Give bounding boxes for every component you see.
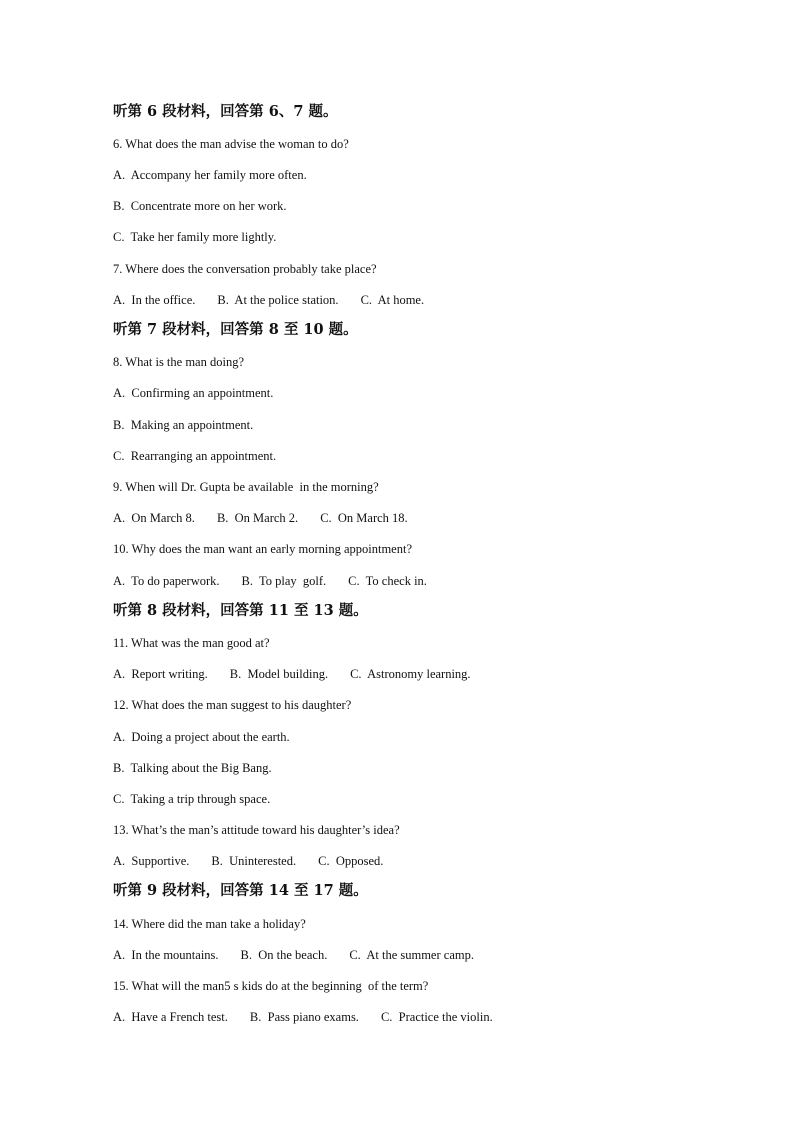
question-6: 6. What does the man advise the woman to do? bbox=[113, 137, 349, 151]
options-row-7 bbox=[113, 292, 424, 308]
options-row-13 bbox=[113, 853, 383, 869]
question-15: 15. What will the man5 s kids do at the beginning of the term? bbox=[113, 979, 429, 993]
option-8b: B. Making an appointment. bbox=[113, 418, 254, 432]
option-6b: B. Concentrate more on her work. bbox=[113, 199, 287, 213]
question-10: 10. Why does the man want an early morning appointment? bbox=[113, 542, 412, 556]
option-10c: C. To check in. bbox=[348, 574, 427, 588]
options-row-9 bbox=[113, 510, 408, 526]
section-heading: 听第 6 段材料，回答第 6、7 题。 bbox=[113, 103, 338, 120]
option-9a: A. On March 8. bbox=[113, 511, 195, 525]
option-6a: A. Accompany her family more often. bbox=[113, 168, 307, 182]
question-7: 7. Where does the conversation probably take place? bbox=[113, 262, 377, 276]
option-9b: B. On March 2. bbox=[216, 511, 299, 525]
option-14a: A. In the mountains. bbox=[113, 948, 219, 962]
option-13c: C. Opposed. bbox=[318, 854, 384, 868]
option-10b: B. To play golf. bbox=[241, 574, 327, 588]
option-14b: B. On the beach. bbox=[240, 948, 328, 962]
section-heading: 听第 8 段材料，回答第 11 至 13 题。 bbox=[113, 602, 368, 619]
question-9: 9. When will Dr. Gupta be available in the morning? bbox=[113, 480, 379, 494]
options-row-11 bbox=[113, 666, 471, 682]
section-heading: 听第 7 段材料，回答第 8 至 10 题。 bbox=[113, 321, 358, 338]
option-11a: A. Report writing. bbox=[113, 667, 208, 681]
section-heading: 听第 9 段材料，回答第 14 至 17 题。 bbox=[113, 882, 368, 899]
question-14: 14. Where did the man take a holiday? bbox=[113, 917, 306, 931]
option-13a: A. Supportive. bbox=[113, 854, 190, 868]
option-9c: C. On March 18. bbox=[320, 511, 408, 525]
option-6c: C. Take her family more lightly. bbox=[113, 230, 277, 244]
option-7b: B. At the police station. bbox=[217, 293, 339, 307]
options-row-10 bbox=[113, 573, 427, 589]
option-7c: C. At home. bbox=[360, 293, 425, 307]
option-15b: B. Pass piano exams. bbox=[249, 1010, 359, 1024]
option-12b: B. Talking about the Big Bang. bbox=[113, 761, 272, 775]
question-11: 11. What was the man good at? bbox=[113, 636, 270, 650]
question-13: 13. What’s the man’s attitude toward his daughter’s idea? bbox=[113, 823, 400, 837]
option-8c: C. Rearranging an appointment. bbox=[113, 449, 277, 463]
option-12c: C. Taking a trip through space. bbox=[113, 792, 271, 806]
option-13b: B. Uninterested. bbox=[211, 854, 297, 868]
option-12a: A. Doing a project about the earth. bbox=[113, 730, 290, 744]
option-8a: A. Confirming an appointment. bbox=[113, 386, 274, 400]
option-14c: C. At the summer camp. bbox=[349, 948, 474, 962]
option-11c: C. Astronomy learning. bbox=[350, 667, 471, 681]
option-11b: B. Model building. bbox=[229, 667, 329, 681]
options-row-15 bbox=[113, 1009, 493, 1025]
question-12: 12. What does the man suggest to his daughter? bbox=[113, 698, 352, 712]
option-10a: A. To do paperwork. bbox=[113, 574, 220, 588]
question-8: 8. What is the man doing? bbox=[113, 355, 244, 369]
options-row-14 bbox=[113, 947, 474, 963]
option-15c: C. Practice the violin. bbox=[380, 1010, 493, 1024]
option-7a: A. In the office. bbox=[113, 293, 196, 307]
option-15a: A. Have a French test. bbox=[113, 1010, 228, 1024]
